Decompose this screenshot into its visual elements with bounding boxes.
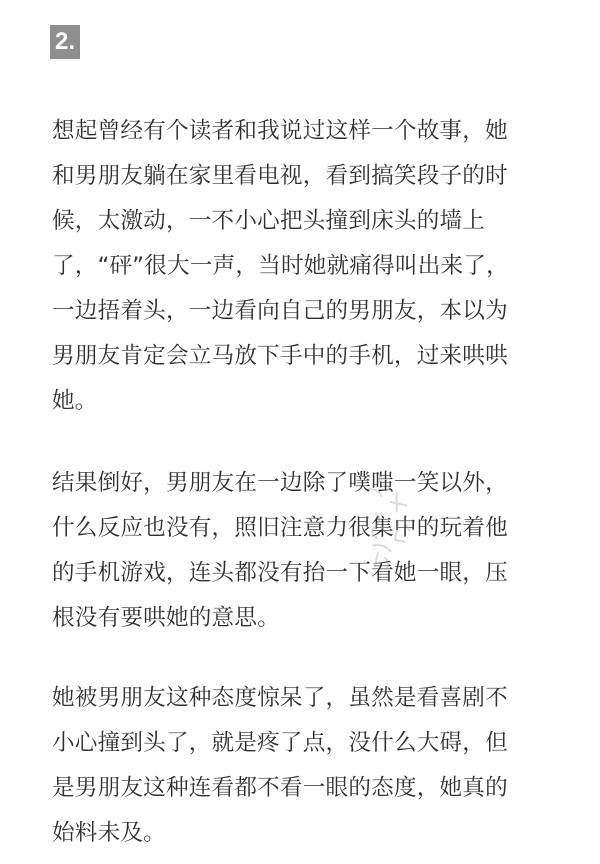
- paragraph-line: 想起曾经有个读者和我说过这样一个故事，她: [52, 118, 508, 144]
- paragraph-line: 是男朋友这种连看都不看一眼的态度，她真的: [52, 775, 508, 801]
- paragraph-3: [52, 676, 558, 856]
- paragraph-line: 小心撞到头了，就是疼了点，没什么大碍，但: [52, 730, 508, 756]
- paragraph-line: 她被男朋友这种态度惊呆了，虽然是看喜剧不: [52, 685, 508, 711]
- paragraph-line: 什么反应也没有，照旧注意力很集中的玩着他: [52, 515, 508, 541]
- paragraph-line: 始料未及。: [52, 820, 166, 846]
- paragraph-line: 一边捂着头，一边看向自己的男朋友，本以为: [52, 298, 508, 324]
- paragraph-2: [52, 461, 558, 641]
- section-number-badge: 2.: [50, 25, 80, 59]
- paragraph-line: 结果倒好，男朋友在一边除了噗嗤一笑以外，: [52, 470, 508, 496]
- paragraph-line: 根没有要哄她的意思。: [52, 605, 280, 631]
- paragraph-line: 和男朋友躺在家里看电视，看到搞笑段子的时: [52, 163, 508, 189]
- paragraph-1: [52, 109, 558, 424]
- paragraph-line: 了，“砰”很大一声，当时她就痛得叫出来了，: [52, 253, 509, 279]
- paragraph-line: 候，太激动，一不小心把头撞到床头的墙上: [52, 208, 486, 234]
- paragraph-line: 的手机游戏，连头都没有抬一下看她一眼，压: [52, 560, 508, 586]
- paragraph-line: 男朋友肯定会立马放下手中的手机，过来哄哄: [52, 343, 508, 369]
- paragraph-line: 她。: [52, 388, 98, 414]
